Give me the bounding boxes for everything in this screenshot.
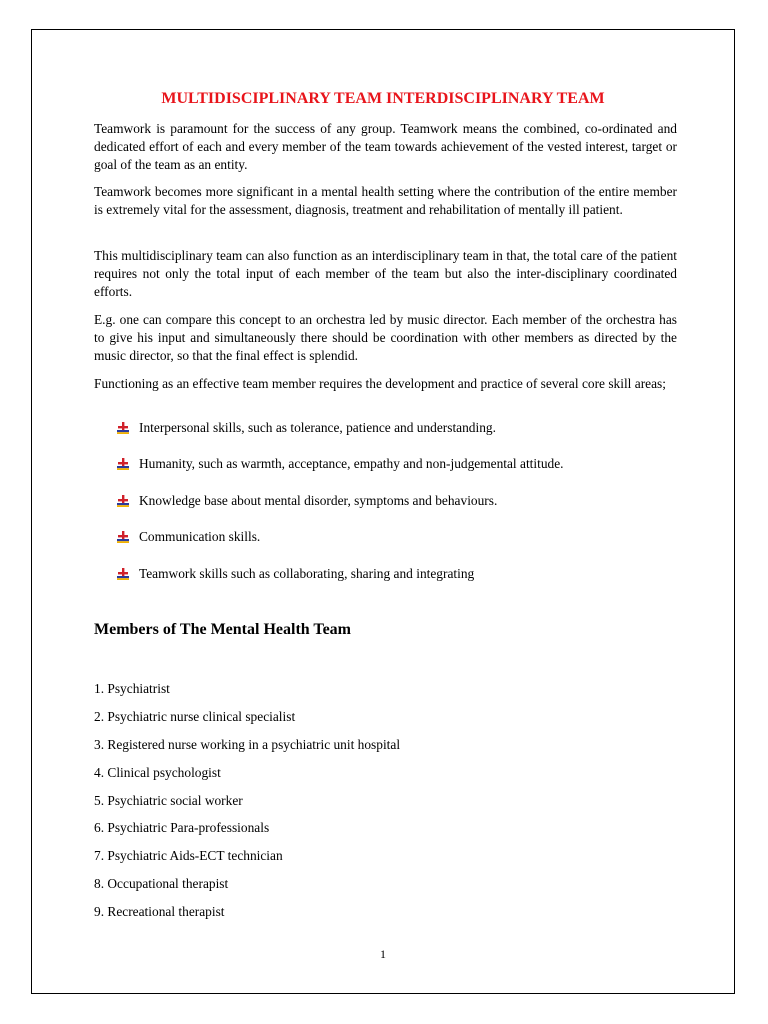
list-item: 7. Psychiatric Aids-ECT technician bbox=[94, 848, 283, 864]
plus-arrow-bullet-icon bbox=[116, 457, 130, 471]
document-title: MULTIDISCIPLINARY TEAM INTERDISCIPLINARY TEAM bbox=[161, 90, 605, 107]
list-item bbox=[116, 565, 676, 601]
list-item bbox=[116, 419, 676, 455]
list-item bbox=[116, 528, 676, 564]
paragraph-core-skills-intro: Functioning as an effective team member requires the development and practice of several core skill areas; bbox=[94, 376, 666, 391]
core-skills-list bbox=[116, 419, 676, 601]
paragraph-orchestra-example: E.g. one can compare this concept to an orchestra led by music director. Each member of the orchestra has to give his input and simultaneously there should be coordination with other members as directed by the music director, so that the final effect is splendid. bbox=[94, 312, 677, 364]
list-item: 5. Psychiatric social worker bbox=[94, 792, 243, 808]
members-list bbox=[94, 680, 594, 931]
paragraph-mental-health-setting: Teamwork becomes more significant in a mental health setting where the contribution of the entire member is extremely vital for the assessment, diagnosis, treatment and rehabilitation of mentally ill patient. bbox=[94, 184, 677, 218]
skill-label: Teamwork skills such as collaborating, sharing and integrating bbox=[139, 565, 475, 581]
skill-label: Knowledge base about mental disorder, symptoms and behaviours. bbox=[139, 492, 498, 508]
list-item: 8. Occupational therapist bbox=[94, 876, 229, 892]
list-item: 3. Registered nurse working in a psychiatric unit hospital bbox=[94, 736, 401, 752]
plus-arrow-bullet-icon bbox=[116, 567, 130, 581]
skill-label: Interpersonal skills, such as tolerance, patience and understanding. bbox=[139, 420, 496, 435]
paragraph-interdisciplinary: This multidisciplinary team can also function as an interdisciplinary team in that, the total care of the patient requires not only the total input of each member of the team but also the inter-disciplinary coordinated efforts. bbox=[94, 248, 677, 300]
list-item: 9. Recreational therapist bbox=[94, 904, 225, 920]
members-heading: Members of The Mental Health Team bbox=[94, 621, 352, 638]
list-item: 4. Clinical psychologist bbox=[94, 764, 221, 780]
list-item: 2. Psychiatric nurse clinical specialist bbox=[94, 708, 296, 724]
document-page bbox=[31, 29, 735, 994]
paragraph-teamwork-definition: Teamwork is paramount for the success of any group. Teamwork means the combined, co-ordinated and dedicated effort of each and every member of the team towards achievement of the vested interest, target or goal of the team as an entity. bbox=[94, 121, 677, 173]
plus-arrow-bullet-icon bbox=[116, 421, 130, 435]
list-item bbox=[116, 455, 676, 491]
plus-arrow-bullet-icon bbox=[116, 530, 130, 544]
skill-label: Communication skills. bbox=[139, 529, 261, 545]
skill-label: Humanity, such as warmth, acceptance, empathy and non-judgemental attitude. bbox=[139, 456, 564, 472]
plus-arrow-bullet-icon bbox=[116, 494, 130, 508]
page-number: 1 bbox=[380, 947, 386, 961]
list-item: 1. Psychiatrist bbox=[94, 681, 170, 696]
list-item bbox=[116, 492, 676, 528]
list-item: 6. Psychiatric Para-professionals bbox=[94, 820, 270, 836]
